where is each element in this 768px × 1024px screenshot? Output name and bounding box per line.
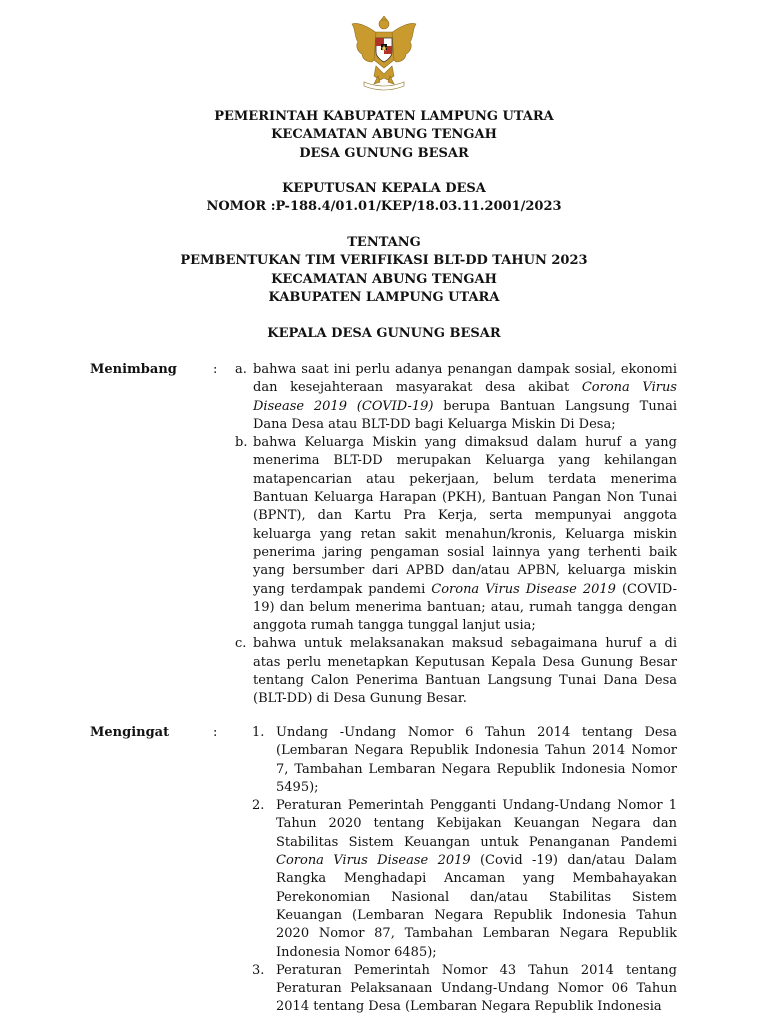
menimbang-item-c bbox=[235, 635, 677, 708]
mengingat-label: Mengingat bbox=[90, 725, 170, 740]
mengingat-colon: : bbox=[213, 725, 218, 740]
item-marker: 3. bbox=[252, 962, 265, 978]
header-line-regency: PEMERINTAH KABUPATEN LAMPUNG UTARA bbox=[214, 109, 554, 124]
mengingat-item-1 bbox=[252, 724, 677, 797]
menimbang-item-a bbox=[235, 361, 677, 434]
item-text-cont: (COVID-19) dan belum menerima bantuan; atau, rumah tangga dengan anggota rumah tangga tunggal lanjut usia; bbox=[253, 581, 677, 634]
item-marker: 2. bbox=[252, 798, 265, 814]
government-header bbox=[0, 108, 768, 163]
decree-subject bbox=[0, 234, 768, 307]
garuda-emblem-icon bbox=[350, 16, 418, 92]
issuer-title: KEPALA DESA GUNUNG BESAR bbox=[267, 326, 501, 341]
mengingat-items bbox=[252, 724, 677, 1017]
item-text: bahwa saat ini perlu adanya penangan dampak sosial, ekonomi dan kesejahteraan masyarakat desa akibat bbox=[253, 362, 677, 396]
item-text: bahwa Keluarga Miskin yang dimaksud dalam huruf a yang menerima BLT-DD merupakan Keluarga yang kehilangan matapencarian atau pekerjaan, belum terdata menerima Bantuan Keluarga Harapan (PKH), Bantuan Pangan Non Tunai (BPNT), dan Kartu Pra Kerja, serta mempunyai anggota keluarga yang retan sakit menahun/kronis, Keluarga miskin penerima jaring pengaman sosial lainnya yang terhenti baik yang bersumber dari APBD dan/atau APBN, keluarga miskin yang terdampak pandemi bbox=[253, 435, 677, 597]
mengingat-item-2 bbox=[252, 797, 677, 962]
header-line-district: KECAMATAN ABUNG TENGAH bbox=[271, 127, 497, 143]
mengingat-item-3 bbox=[252, 962, 677, 1017]
decree-number: NOMOR :P-188.4/01.01/KEP/18.03.11.2001/2023 bbox=[206, 199, 562, 215]
header-line-village: DESA GUNUNG BESAR bbox=[299, 145, 469, 161]
item-marker: c. bbox=[235, 636, 247, 652]
subject-line-tentang: TENTANG bbox=[347, 235, 421, 250]
item-marker: a. bbox=[235, 362, 247, 377]
issuer-heading bbox=[0, 325, 768, 343]
item-text: Peraturan Pemerintah Pengganti Undang-Undang Nomor 1 Tahun 2020 tentang Kebijakan Keuangan Negara dan Stabilitas Sistem Keuangan untuk Penanganan Pandemi bbox=[276, 798, 677, 850]
decree-heading bbox=[0, 180, 768, 217]
item-text: Undang -Undang Nomor 6 Tahun 2014 tentang Desa (Lembaran Negara Republik Indonesia Tahun 2014 Nomor 7, Tambahan Lembaran Negara Republik Indonesia Nomor 5495); bbox=[276, 725, 677, 795]
decree-title: KEPUTUSAN KEPALA DESA bbox=[282, 181, 486, 196]
subject-line-district: KECAMATAN ABUNG TENGAH bbox=[271, 271, 497, 287]
menimbang-colon: : bbox=[213, 362, 218, 377]
item-italic-text: Corona Virus Disease 2019 (COVID-19) bbox=[253, 380, 677, 414]
item-text: bahwa untuk melaksanakan maksud sebagaimana huruf a di atas perlu menetapkan Keputusan Kepala Desa Gunung Besar tentang Calon Penerima Bantuan Langsung Tunai Dana Desa (BLT-DD) di Desa Gunung Besar. bbox=[253, 636, 677, 707]
item-marker: 1. bbox=[252, 725, 265, 740]
menimbang-items bbox=[235, 361, 677, 709]
item-italic-text: Corona Virus Disease 2019 bbox=[431, 581, 616, 597]
subject-line-regency: KABUPATEN LAMPUNG UTARA bbox=[268, 289, 500, 305]
item-marker: b. bbox=[235, 435, 248, 451]
menimbang-item-b bbox=[235, 434, 677, 635]
subject-line-title: PEMBENTUKAN TIM VERIFIKASI BLT-DD TAHUN 2023 bbox=[180, 253, 588, 269]
item-text-cont: (Covid -19) dan/atau Dalam Rangka Menghadapi Ancaman yang Membahayakan Perekonomian Nasional dan/atau Stabilitas Sistem Keuangan (Lembaran Negara Republik Indonesia Tahun 2020 Nomor 87, Tambahan Lembaran Negara Republik Indonesia Nomor 6485); bbox=[276, 853, 677, 960]
menimbang-label: Menimbang bbox=[90, 362, 177, 377]
item-text: Peraturan Pemerintah Nomor 43 Tahun 2014 tentang Peraturan Pelaksanaan Undang-Undang Nomor 06 Tahun 2014 tentang Desa (Lembaran Negara Republik Indonesia bbox=[276, 962, 677, 1015]
item-text-cont: berupa Bantuan Langsung Tunai Dana Desa atau BLT-DD bagi Keluarga Miskin Di Desa; bbox=[253, 398, 677, 432]
item-italic-text: Corona Virus Disease 2019 bbox=[276, 853, 471, 869]
